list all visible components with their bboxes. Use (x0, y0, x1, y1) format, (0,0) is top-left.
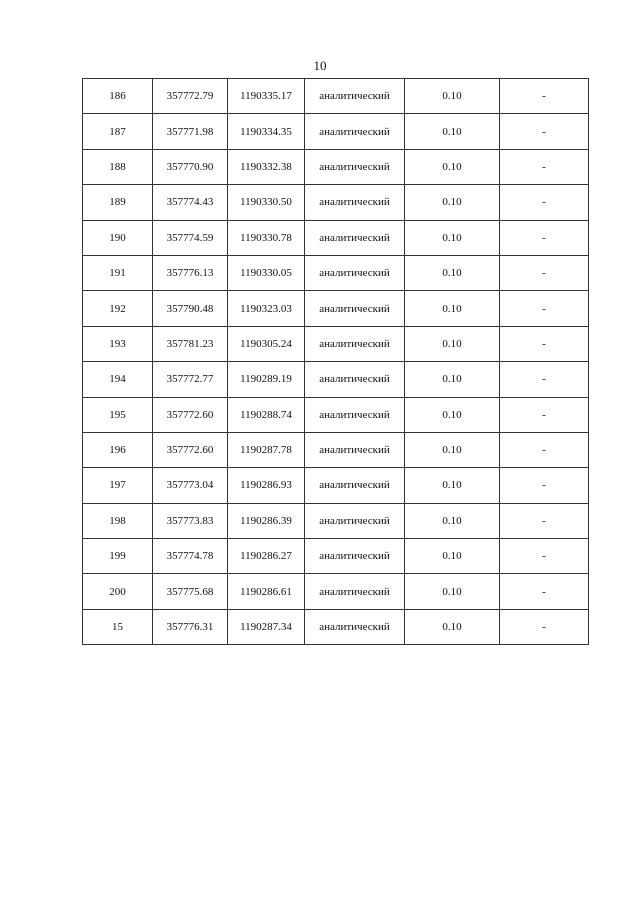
y-coordinate-cell: 1190286.93 (228, 468, 305, 503)
x-coordinate-cell: 357772.60 (153, 397, 228, 432)
method-cell: аналитический (305, 220, 405, 255)
y-coordinate-cell: 1190330.78 (228, 220, 305, 255)
x-coordinate-cell: 357772.77 (153, 362, 228, 397)
point-number-cell: 198 (83, 503, 153, 538)
note-cell: - (500, 291, 589, 326)
note-cell: - (500, 362, 589, 397)
table-row (83, 79, 589, 114)
note-cell: - (500, 149, 589, 184)
method-cell: аналитический (305, 79, 405, 114)
method-cell: аналитический (305, 185, 405, 220)
point-number-cell: 200 (83, 574, 153, 609)
method-cell: аналитический (305, 397, 405, 432)
table-row (83, 255, 589, 290)
method-cell: аналитический (305, 503, 405, 538)
note-cell: - (500, 397, 589, 432)
y-coordinate-cell: 1190330.05 (228, 255, 305, 290)
table-row (83, 574, 589, 609)
y-coordinate-cell: 1190286.61 (228, 574, 305, 609)
y-coordinate-cell: 1190287.34 (228, 609, 305, 644)
note-cell: - (500, 609, 589, 644)
x-coordinate-cell: 357772.60 (153, 432, 228, 467)
x-coordinate-cell: 357781.23 (153, 326, 228, 361)
method-cell: аналитический (305, 362, 405, 397)
point-number-cell: 187 (83, 114, 153, 149)
coordinates-table (82, 78, 589, 645)
point-number-cell: 15 (83, 609, 153, 644)
point-number-cell: 190 (83, 220, 153, 255)
note-cell: - (500, 574, 589, 609)
x-coordinate-cell: 357773.04 (153, 468, 228, 503)
x-coordinate-cell: 357774.59 (153, 220, 228, 255)
table-row (83, 468, 589, 503)
table-row (83, 185, 589, 220)
point-number-cell: 196 (83, 432, 153, 467)
note-cell: - (500, 79, 589, 114)
page-number: 10 (313, 58, 327, 73)
method-cell: аналитический (305, 432, 405, 467)
accuracy-cell: 0.10 (405, 362, 500, 397)
note-cell: - (500, 468, 589, 503)
point-number-cell: 199 (83, 539, 153, 574)
table-row (83, 149, 589, 184)
accuracy-cell: 0.10 (405, 291, 500, 326)
point-number-cell: 197 (83, 468, 153, 503)
y-coordinate-cell: 1190289.19 (228, 362, 305, 397)
method-cell: аналитический (305, 539, 405, 574)
x-coordinate-cell: 357776.13 (153, 255, 228, 290)
x-coordinate-cell: 357790.48 (153, 291, 228, 326)
y-coordinate-cell: 1190335.17 (228, 79, 305, 114)
x-coordinate-cell: 357776.31 (153, 609, 228, 644)
y-coordinate-cell: 1190288.74 (228, 397, 305, 432)
coordinates-table-body (83, 79, 589, 645)
table-row (83, 362, 589, 397)
accuracy-cell: 0.10 (405, 185, 500, 220)
note-cell: - (500, 432, 589, 467)
accuracy-cell: 0.10 (405, 609, 500, 644)
note-cell: - (500, 503, 589, 538)
note-cell: - (500, 255, 589, 290)
note-cell: - (500, 539, 589, 574)
method-cell: аналитический (305, 291, 405, 326)
note-cell: - (500, 114, 589, 149)
point-number-cell: 188 (83, 149, 153, 184)
method-cell: аналитический (305, 149, 405, 184)
point-number-cell: 194 (83, 362, 153, 397)
x-coordinate-cell: 357774.78 (153, 539, 228, 574)
accuracy-cell: 0.10 (405, 468, 500, 503)
accuracy-cell: 0.10 (405, 432, 500, 467)
x-coordinate-cell: 357773.83 (153, 503, 228, 538)
y-coordinate-cell: 1190332.38 (228, 149, 305, 184)
method-cell: аналитический (305, 114, 405, 149)
accuracy-cell: 0.10 (405, 220, 500, 255)
table-row (83, 397, 589, 432)
point-number-cell: 193 (83, 326, 153, 361)
method-cell: аналитический (305, 468, 405, 503)
x-coordinate-cell: 357772.79 (153, 79, 228, 114)
table-row (83, 114, 589, 149)
y-coordinate-cell: 1190323.03 (228, 291, 305, 326)
x-coordinate-cell: 357771.98 (153, 114, 228, 149)
point-number-cell: 191 (83, 255, 153, 290)
accuracy-cell: 0.10 (405, 114, 500, 149)
table-row (83, 291, 589, 326)
accuracy-cell: 0.10 (405, 397, 500, 432)
y-coordinate-cell: 1190334.35 (228, 114, 305, 149)
point-number-cell: 189 (83, 185, 153, 220)
x-coordinate-cell: 357770.90 (153, 149, 228, 184)
point-number-cell: 186 (83, 79, 153, 114)
table-row (83, 539, 589, 574)
accuracy-cell: 0.10 (405, 79, 500, 114)
y-coordinate-cell: 1190330.50 (228, 185, 305, 220)
y-coordinate-cell: 1190286.39 (228, 503, 305, 538)
method-cell: аналитический (305, 609, 405, 644)
accuracy-cell: 0.10 (405, 255, 500, 290)
accuracy-cell: 0.10 (405, 574, 500, 609)
table-row (83, 609, 589, 644)
table-row (83, 326, 589, 361)
method-cell: аналитический (305, 326, 405, 361)
accuracy-cell: 0.10 (405, 149, 500, 184)
x-coordinate-cell: 357774.43 (153, 185, 228, 220)
y-coordinate-cell: 1190305.24 (228, 326, 305, 361)
method-cell: аналитический (305, 574, 405, 609)
x-coordinate-cell: 357775.68 (153, 574, 228, 609)
y-coordinate-cell: 1190287.78 (228, 432, 305, 467)
table-row (83, 503, 589, 538)
accuracy-cell: 0.10 (405, 326, 500, 361)
note-cell: - (500, 220, 589, 255)
note-cell: - (500, 326, 589, 361)
y-coordinate-cell: 1190286.27 (228, 539, 305, 574)
method-cell: аналитический (305, 255, 405, 290)
point-number-cell: 195 (83, 397, 153, 432)
accuracy-cell: 0.10 (405, 503, 500, 538)
table-row (83, 220, 589, 255)
note-cell: - (500, 185, 589, 220)
accuracy-cell: 0.10 (405, 539, 500, 574)
point-number-cell: 192 (83, 291, 153, 326)
table-row (83, 432, 589, 467)
